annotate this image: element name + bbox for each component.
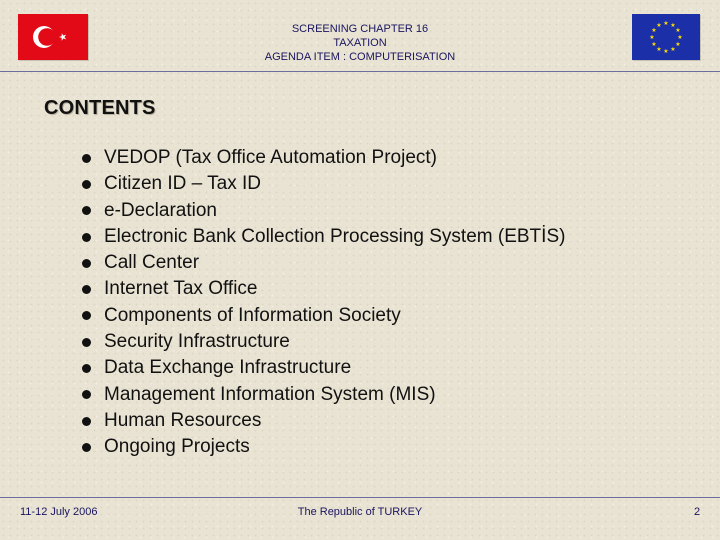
contents-heading: CONTENTS (44, 97, 156, 119)
bullet-icon (82, 259, 91, 268)
bullet-icon (82, 233, 91, 242)
footer-divider (0, 497, 720, 498)
list-item-text: Data Exchange Infrastructure (104, 357, 352, 379)
svg-text:★: ★ (675, 27, 681, 34)
list-item-text: Call Center (104, 252, 200, 274)
list-item-text: Components of Information Society (104, 304, 401, 326)
list-item (82, 145, 565, 171)
bullet-icon (82, 390, 91, 399)
svg-text:★: ★ (670, 46, 676, 53)
bullet-icon (82, 285, 91, 294)
list-item (82, 382, 565, 408)
svg-text:★: ★ (651, 41, 657, 48)
svg-text:★: ★ (677, 34, 683, 41)
list-item (82, 329, 565, 355)
list-item (82, 355, 565, 381)
bullet-icon (82, 443, 91, 452)
footer-date: 11-12 July 2006 (20, 506, 98, 518)
bullet-icon (82, 417, 91, 426)
list-item-text: Citizen ID – Tax ID (104, 173, 261, 195)
svg-text:★: ★ (663, 20, 669, 27)
header-agenda: AGENDA ITEM : COMPUTERISATION (264, 51, 456, 63)
list-item (82, 250, 565, 276)
bullet-icon (82, 311, 91, 320)
svg-text:★: ★ (649, 34, 655, 41)
list-item (82, 224, 565, 250)
list-item-text: Electronic Bank Collection Processing System (EBTİS) (104, 225, 566, 247)
header-chapter: SCREENING CHAPTER 16 (291, 23, 429, 35)
list-item (82, 198, 565, 224)
bullet-icon (82, 180, 91, 189)
header-divider (0, 71, 720, 72)
list-item (82, 171, 565, 197)
svg-text:★: ★ (656, 22, 662, 29)
turkey-flag-icon (18, 14, 88, 60)
page-number: 2 (693, 506, 701, 518)
bullet-icon (82, 206, 91, 215)
svg-text:★: ★ (670, 22, 676, 29)
eu-flag-icon (632, 14, 700, 60)
list-item-text: e-Declaration (104, 199, 217, 221)
list-item (82, 434, 565, 460)
bullet-icon (82, 154, 91, 163)
header-title-block (200, 22, 520, 64)
bullet-icon (82, 338, 91, 347)
footer-country: The Republic of TURKEY (297, 506, 423, 518)
svg-text:★: ★ (656, 46, 662, 53)
header-subject: TAXATION (333, 37, 387, 49)
list-item (82, 303, 565, 329)
list-item-text: Human Resources (104, 409, 262, 431)
svg-text:★: ★ (663, 48, 669, 55)
slide-header (0, 0, 720, 72)
list-item-text: Internet Tax Office (104, 278, 258, 300)
list-item (82, 276, 565, 302)
svg-text:★: ★ (651, 27, 657, 34)
contents-list (82, 145, 565, 461)
list-item-text: Security Infrastructure (104, 331, 290, 353)
svg-text:★: ★ (675, 41, 681, 48)
list-item-text: Management Information System (MIS) (104, 383, 436, 405)
list-item-text: Ongoing Projects (104, 436, 250, 458)
list-item (82, 408, 565, 434)
bullet-icon (82, 364, 91, 373)
list-item-text: VEDOP (Tax Office Automation Project) (104, 147, 437, 168)
